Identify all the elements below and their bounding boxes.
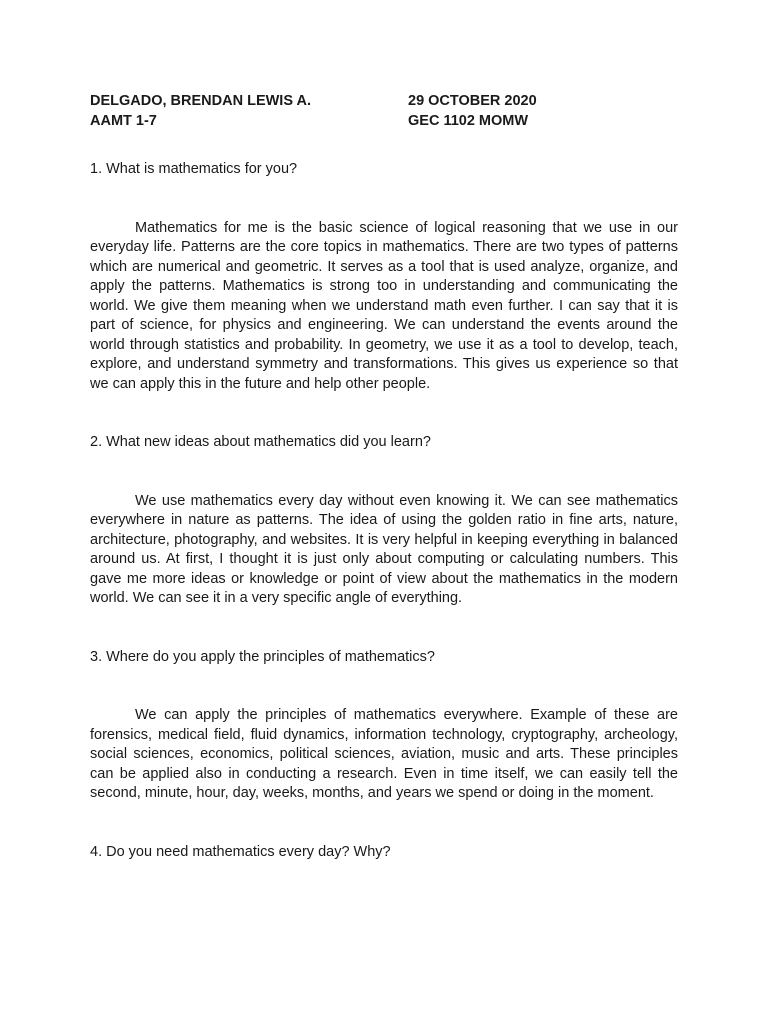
question-3: 3. Where do you apply the principles of mathematics? bbox=[90, 648, 435, 665]
document-date: 29 OCTOBER 2020 bbox=[408, 93, 537, 109]
question-2: 2. What new ideas about mathematics did you learn? bbox=[90, 434, 431, 450]
question-1: 1. What is mathematics for you? bbox=[90, 161, 298, 177]
header-row-2 bbox=[90, 112, 690, 132]
question-4: 4. Do you need mathematics every day? Why? bbox=[90, 843, 391, 860]
header-row-1 bbox=[90, 92, 690, 112]
document-body bbox=[90, 160, 678, 862]
answer-1: Mathematics for me is the basic science of logical reasoning that we use in our everyday life. Patterns are the core topics in mathematics. There are two types of patterns which are numerical and geometric. It serves as a tool that is used analyze, organize, and apply the patterns. Mathematics is strong too in understanding and communicating the world. We give them meaning when we understand math even further. I can say that it is part of science, for physics and engineering. We can understand the events around the world through statistics and probability. In geometry, we use it as a tool to develop, teach, explore, and understand symmetry and transformations. This gives us experience so that we can apply this in the future and help other people. bbox=[90, 219, 678, 392]
course-code: GEC 1102 MOMW bbox=[408, 112, 529, 129]
student-section: AAMT 1-7 bbox=[90, 112, 157, 129]
document-header bbox=[90, 92, 690, 131]
answer-2: We use mathematics every day without even knowing it. We can see mathematics everywhere in nature as patterns. The idea of using the golden ratio in fine arts, nature, architecture, photography, and websites. It is very helpful in keeping everything in balanced around us. At first, I thought it is just only about computing or calculating numbers. This gave me more ideas or knowledge or point of view about the mathematics in the modern world. We can see it in a very specific angle of everything. bbox=[90, 492, 678, 606]
answer-3: We can apply the principles of mathematics everywhere. Example of these are forensics, medical field, fluid dynamics, information technology, cryptography, archeology, social sciences, economics, political sciences, aviation, music and arts. These principles can be applied also in conducting a research. Even in time itself, we can easily tell the second, minute, hour, day, weeks, months, and years we spend or doing in the moment. bbox=[90, 707, 678, 801]
student-name: DELGADO, BRENDAN LEWIS A. bbox=[90, 93, 311, 109]
